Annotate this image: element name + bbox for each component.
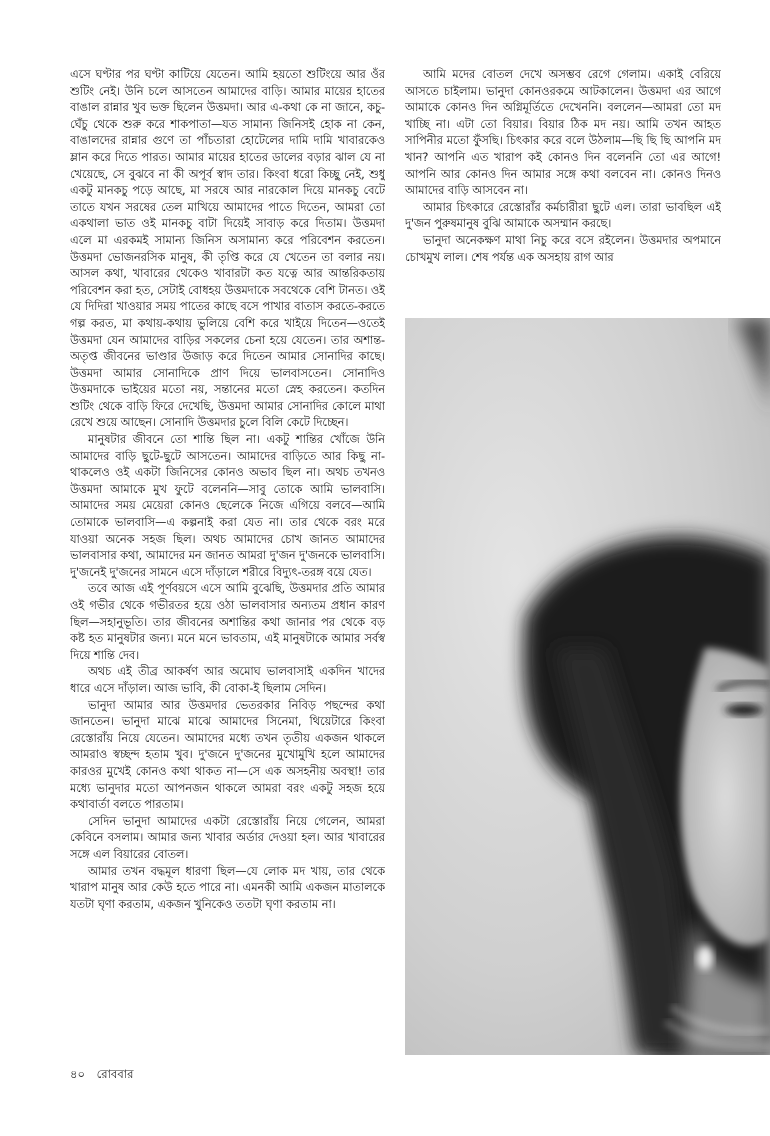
- magazine-name: রোববার: [96, 1067, 134, 1081]
- paragraph: মানুষটার জীবনে তো শান্তি ছিল না। একটু শান্তির খোঁজে উনি আমাদের বাড়ি ছুটে-ছুটে আসতেন। আমাদের বাড়িতে আর কিছু না-থাকলেও ওই একটা জিনিসের কোনও অভাব ছিল না। অথচ তখনও উত্তমদা আমাকে মুখ ফুটে বলেননি—সাবু তোকে আমি ভালবাসি। আমাদের সময় মেয়েরা কোনও ছেলেকে নিজে এগিয়ে বলবে—আমি তোমাকে ভালবাসি—এ কল্পনাই করা যেত না। তার থেকে বরং মরে যাওয়া অনেক সহজ ছিল। অথচ আমাদের চোখ জানত আমাদের ভালবাসার কথা, আমাদের মন জানত আমরা দু'জন দু'জনকে ভালবাসি। দু'জনেই দু'জনের সামনে এসে দাঁড়ালে শরীরে বিদ্যুৎ-তরঙ্গ বয়ে যেত।: [70, 432, 385, 579]
- paragraph: আমার তখন বদ্ধমূল ধারণা ছিল—যে লোক মদ খায়, তার থেকে খারাপ মানুষ আর কেউ হতে পারে না। এমনকী আমি একজন মাতালকে যতটা ঘৃণা করতাম, একজন খুনিকেও ততটা ঘৃণা করতাম না।: [70, 863, 385, 911]
- paragraph: সেদিন ভানুদা আমাদের একটা রেস্তোরাঁয় নিয়ে গেলেন, আমরা কেবিনে বসলাম। আমার জন্য খাবার অর্ডার দেওয়া হল। আর খাবারের সঙ্গে এল বিয়ারের বোতল।: [70, 813, 385, 861]
- article-right-column: [405, 66, 721, 306]
- paragraph: অথচ এই তীব্র আকর্ষণ আর অমোঘ ভালবাসাই একদিন খাদের ধারে এসে দাঁড়াল। আজ ভাবি, কী বোকা-ই ছিলাম সেদিন।: [70, 664, 385, 695]
- paragraph: ভানুদা অনেকক্ষণ মাথা নিচু করে বসে রইলেন। উত্তমদার অপমানে চোখমুখ লাল। শেষ পর্যন্ত এক অসহায় রাগ আর: [405, 232, 721, 264]
- portrait-image: [405, 318, 770, 1055]
- page-footer: [70, 1066, 133, 1085]
- paragraph: আমি মদের বোতল দেখে অসম্ভব রেগে গেলাম। একাই বেরিয়ে আসতে চাইলাম। ভানুদা কোনওরকমে আটকালেন। উত্তমদা এর আগে আমাকে কোনও দিন অগ্নিমূর্তিতে দেখেননি। বললেন—আমরা তো মদ খাচ্ছি না। এটা তো বিয়ার। বিয়ার ঠিক মদ নয়। আমি তখন আহত সাপিনীর মতো ফুঁসছি। চিৎকার করে বলে উঠলাম—ছি ছি ছি আপনি মদ খান? আপনি এত খারাপ কই কোনও দিন বলেননি তো এর আগে! আপনি আর কোনও দিন আমার সঙ্গে কথা বলবেন না। কোনও দিনও আমাদের বাড়ি আসবেন না।: [405, 67, 721, 198]
- paragraph: ভানুদা আমার আর উত্তমদার ভেতরকার নিবিড় পছন্দের কথা জানতেন। ভানুদা মাঝে মাঝে আমাদের সিনেমা, থিয়েটারে কিংবা রেস্তোরাঁয় নিয়ে যেতেন। আমাদের মধ্যে তখন তৃতীয় একজন থাকলে আমরাও স্বচ্ছন্দ হতাম খুব। দু'জনে দু'জনের মুখোমুখি হলে আমাদের কারওর মুখেই কোনও কথা থাকত না—সে এক অসহনীয় অবস্থা! তার মধ্যে ভানুদার মতো আপনজন থাকলে আমরা বরং একটু সহজ হয়ে কথাবার্তা বলতে পারতাম।: [70, 697, 385, 812]
- portrait-photo: [405, 318, 770, 1055]
- page-number: ৪০: [70, 1067, 85, 1081]
- paragraph: তবে আজ এই পূর্ণবয়সে এসে আমি বুঝেছি, উত্তমদার প্রতি আমার ওই গভীর থেকে গভীরতর হয়ে ওঠা ভালবাসার অন্যতম প্রধান কারণ ছিল—সহানুভূতি। তার জীবনের অশান্তির কথা জানার পর থেকে বড় কষ্ট হত মানুষটার জন্য। মনে মনে ভাবতাম, এই মানুষটাকে আমার সর্বস্ব দিয়ে শান্তি দেব।: [70, 581, 385, 662]
- article-left-column: [70, 66, 385, 1056]
- paragraph: এসে ঘণ্টার পর ঘণ্টা কাটিয়ে যেতেন। আমি হয়তো শুটিংয়ে আর ওঁর শুটিং নেই। উনি চলে আসতেন আমাদের বাড়ি। আমার মায়ের হাতের বাঙাল রান্নার খুব ভক্ত ছিলেন উত্তমদা। আর এ-কথা কে না জানে, কচু-ঘেঁচু থেকে শুরু করে শাকপাতা—যত সামান্য জিনিসই হোক না কেন, বাঙালদের রান্নার গুণে তা পাঁচতারা হোটেলের দামি দামি খাবারকেও ম্লান করে দিতে পারত। আমার মায়ের হাতের ডালের বড়ার ঝাল যে না খেয়েছে, সে বুঝবে না কী অপূর্ব স্বাদ তার। কিংবা ধরো কিচ্ছু নেই, শুধু একটু মানকচু পড়ে আছে, মা সরষে আর নারকোল দিয়ে মানকচু বেটে তাতে যখন সরষের তেল মাখিয়ে আমাদের পাতে দিতেন, আমরা তো একথালা ভাত ওই মানকচু বাটা দিয়েই সাবাড় করে দিতাম। উত্তমদা এলে মা এরকমই সামান্য জিনিস অসামান্য করে পরিবেশন করতেন। উত্তমদা ভোজনরসিক মানুষ, কী তৃপ্তি করে যে খেতেন তা বলার নয়। আসল কথা, খাবারের থেকেও খাবারটা কত যত্নে আর আন্তরিকতায় পরিবেশন করা হত, সেটাই বোধহয় উত্তমদাকে সবথেকে বেশি টানত। ওই যে দিদিরা খাওয়ার সময় পাতের কাছে বসে পাখার বাতাস করতে-করতে গল্প করত, মা কথায়-কথায় ভুলিয়ে বেশি করে খাইয়ে দিতেন—ওতেই উত্তমদা যেন আমাদের বাড়ির সকলের চেনা হয়ে যেতেন। তার অশান্ত-অতৃপ্ত জীবনের ভাণ্ডার উজাড় করে দিতেন আমার সোনাদির কাছে। উত্তমদা আমার সোনাদিকে প্রাণ দিয়ে ভালবাসতেন। সোনাদিও উত্তমদাকে ভাইয়ের মতো নয়, সন্তানের মতো স্নেহ করতেন। কতদিন শুটিং থেকে বাড়ি ফিরে দেখেছি, উত্তমদা আমার সোনাদির কোলে মাথা রেখে শুয়ে আছেন। সোনাদি উত্তমদার চুলে বিলি কেটে দিচ্ছেন।: [70, 67, 385, 430]
- paragraph: আমার চিৎকারে রেস্তোরাঁর কর্মচারীরা ছুটে এল। তারা ভাবছিল এই দু'জন পুরুষমানুষ বুঝি আমাকে অসম্মান করছে।: [405, 199, 721, 231]
